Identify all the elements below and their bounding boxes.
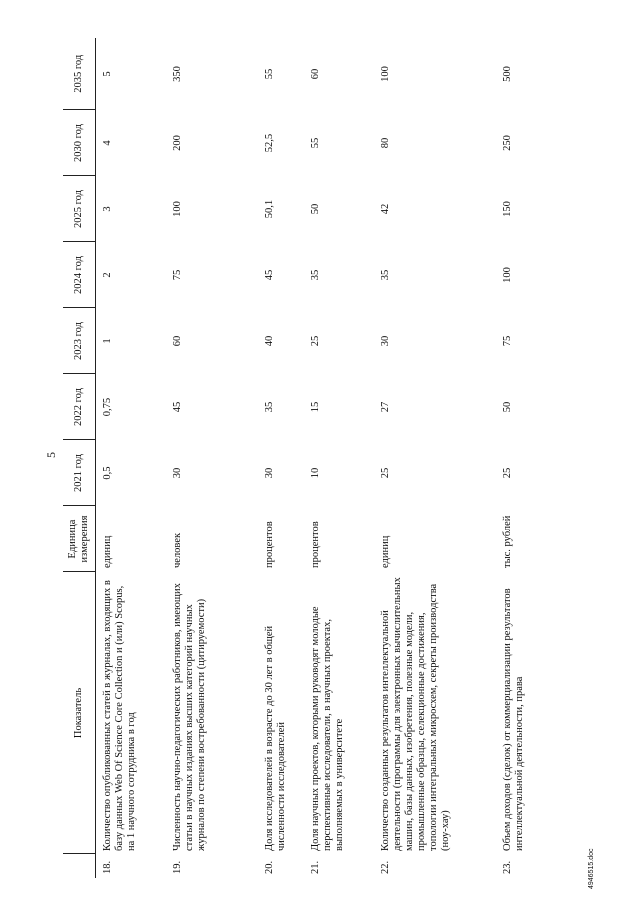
- value-2024: 75: [172, 269, 183, 281]
- value-2035: 55: [264, 68, 275, 80]
- row-indicator: Доля научных проектов, которыми руководят молодые перспективные исследователи, в научных проектах, выполняемых в университете: [310, 606, 345, 851]
- value-2025: 50,1: [264, 199, 275, 219]
- header-year-2024: 2024 год: [63, 242, 96, 308]
- row-unit: процентов: [264, 521, 275, 568]
- value-2030: 55: [310, 137, 321, 149]
- row-unit: человек: [172, 532, 183, 568]
- header-year-2022: 2022 год: [63, 374, 96, 440]
- value-2024: 100: [502, 267, 513, 283]
- value-2025: 150: [502, 201, 513, 217]
- table-row: [304, 38, 374, 878]
- table-row: [166, 38, 258, 878]
- row-number: 21.: [310, 860, 321, 874]
- row-unit: процентов: [310, 521, 321, 568]
- value-2022: 27: [380, 401, 391, 413]
- indicators-table-rotated: [63, 38, 573, 878]
- header-year-2025: 2025 год: [63, 176, 96, 242]
- header-year-2030: 2030 год: [63, 110, 96, 176]
- value-2030: 4: [102, 140, 113, 146]
- row-unit: единиц: [102, 535, 113, 568]
- value-2024: 45: [264, 269, 275, 281]
- value-2022: 0,75: [102, 397, 113, 417]
- table-header-row: [63, 38, 96, 878]
- value-2025: 42: [380, 203, 391, 215]
- value-2030: 52,5: [264, 133, 275, 153]
- value-2023: 1: [102, 338, 113, 344]
- value-2021: 30: [172, 467, 183, 479]
- row-number: 19.: [172, 860, 183, 874]
- value-2035: 5: [102, 71, 113, 77]
- value-2022: 45: [172, 401, 183, 413]
- value-2021: 30: [264, 467, 275, 479]
- value-2030: 200: [172, 135, 183, 151]
- value-2023: 60: [172, 335, 183, 347]
- value-2035: 100: [380, 66, 391, 82]
- value-2035: 350: [172, 66, 183, 82]
- value-2021: 25: [380, 467, 391, 479]
- row-indicator: Количество опубликованных статей в журналах, входящих в базу данных Web Of Science Core Collection и (или) Scopus, на 1 научного сотрудника в год: [102, 580, 137, 851]
- value-2023: 75: [502, 335, 513, 347]
- document-code: 4946515.doc: [588, 848, 595, 889]
- value-2021: 10: [310, 467, 321, 479]
- header-year-2023: 2023 год: [63, 308, 96, 374]
- value-2023: 25: [310, 335, 321, 347]
- value-2021: 25: [502, 467, 513, 479]
- value-2024: 35: [380, 269, 391, 281]
- header-year-2021: 2021 год: [63, 440, 96, 506]
- row-number: 20.: [264, 860, 275, 874]
- row-unit: тыс. рублей: [502, 515, 513, 568]
- value-2022: 15: [310, 401, 321, 413]
- page-number: 5: [44, 452, 58, 458]
- table-row: [258, 38, 304, 878]
- table-row: [496, 38, 554, 878]
- header-indicator: Показатель: [63, 572, 96, 854]
- row-number: 23.: [502, 860, 513, 874]
- row-indicator: Численность научно-педагогических работников, имеющих статьи в научных изданиях высших категорий научных журналов по степени востребованности (цитируемости): [172, 583, 207, 851]
- value-2025: 50: [310, 203, 321, 215]
- value-2022: 50: [502, 401, 513, 413]
- row-indicator: Количество созданных результатов интеллектуальной деятельности (программы для электронных вычислительных машин, базы данных, изобретения, полезные модели, промышленные образцы, селекционные достижения, топологии интегральных микросхем, секреты производства (ноу-хау): [380, 577, 451, 851]
- header-unit: Единица измерения: [63, 506, 96, 572]
- value-2035: 60: [310, 68, 321, 80]
- value-2024: 2: [102, 272, 113, 278]
- value-2030: 250: [502, 135, 513, 151]
- value-2035: 500: [502, 66, 513, 82]
- value-2023: 30: [380, 335, 391, 347]
- table-row: [374, 38, 496, 878]
- header-number: [63, 854, 96, 878]
- value-2023: 40: [264, 335, 275, 347]
- row-indicator: Объем доходов (сделок) от коммерциализации результатов интеллектуальной деятельности, права: [502, 588, 525, 851]
- value-2030: 80: [380, 137, 391, 149]
- value-2024: 35: [310, 269, 321, 281]
- row-number: 22.: [380, 860, 391, 874]
- row-unit: единиц: [380, 535, 391, 568]
- row-indicator: Доля исследователей в возрасте до 30 лет в общей численности исследователей: [264, 625, 287, 851]
- row-number: 18.: [102, 860, 113, 874]
- indicators-table: [63, 38, 554, 878]
- value-2022: 35: [264, 401, 275, 413]
- value-2021: 0,5: [102, 466, 113, 480]
- value-2025: 100: [172, 201, 183, 217]
- table-row: [96, 38, 167, 878]
- value-2025: 3: [102, 206, 113, 212]
- header-year-2035: 2035 год: [63, 38, 96, 110]
